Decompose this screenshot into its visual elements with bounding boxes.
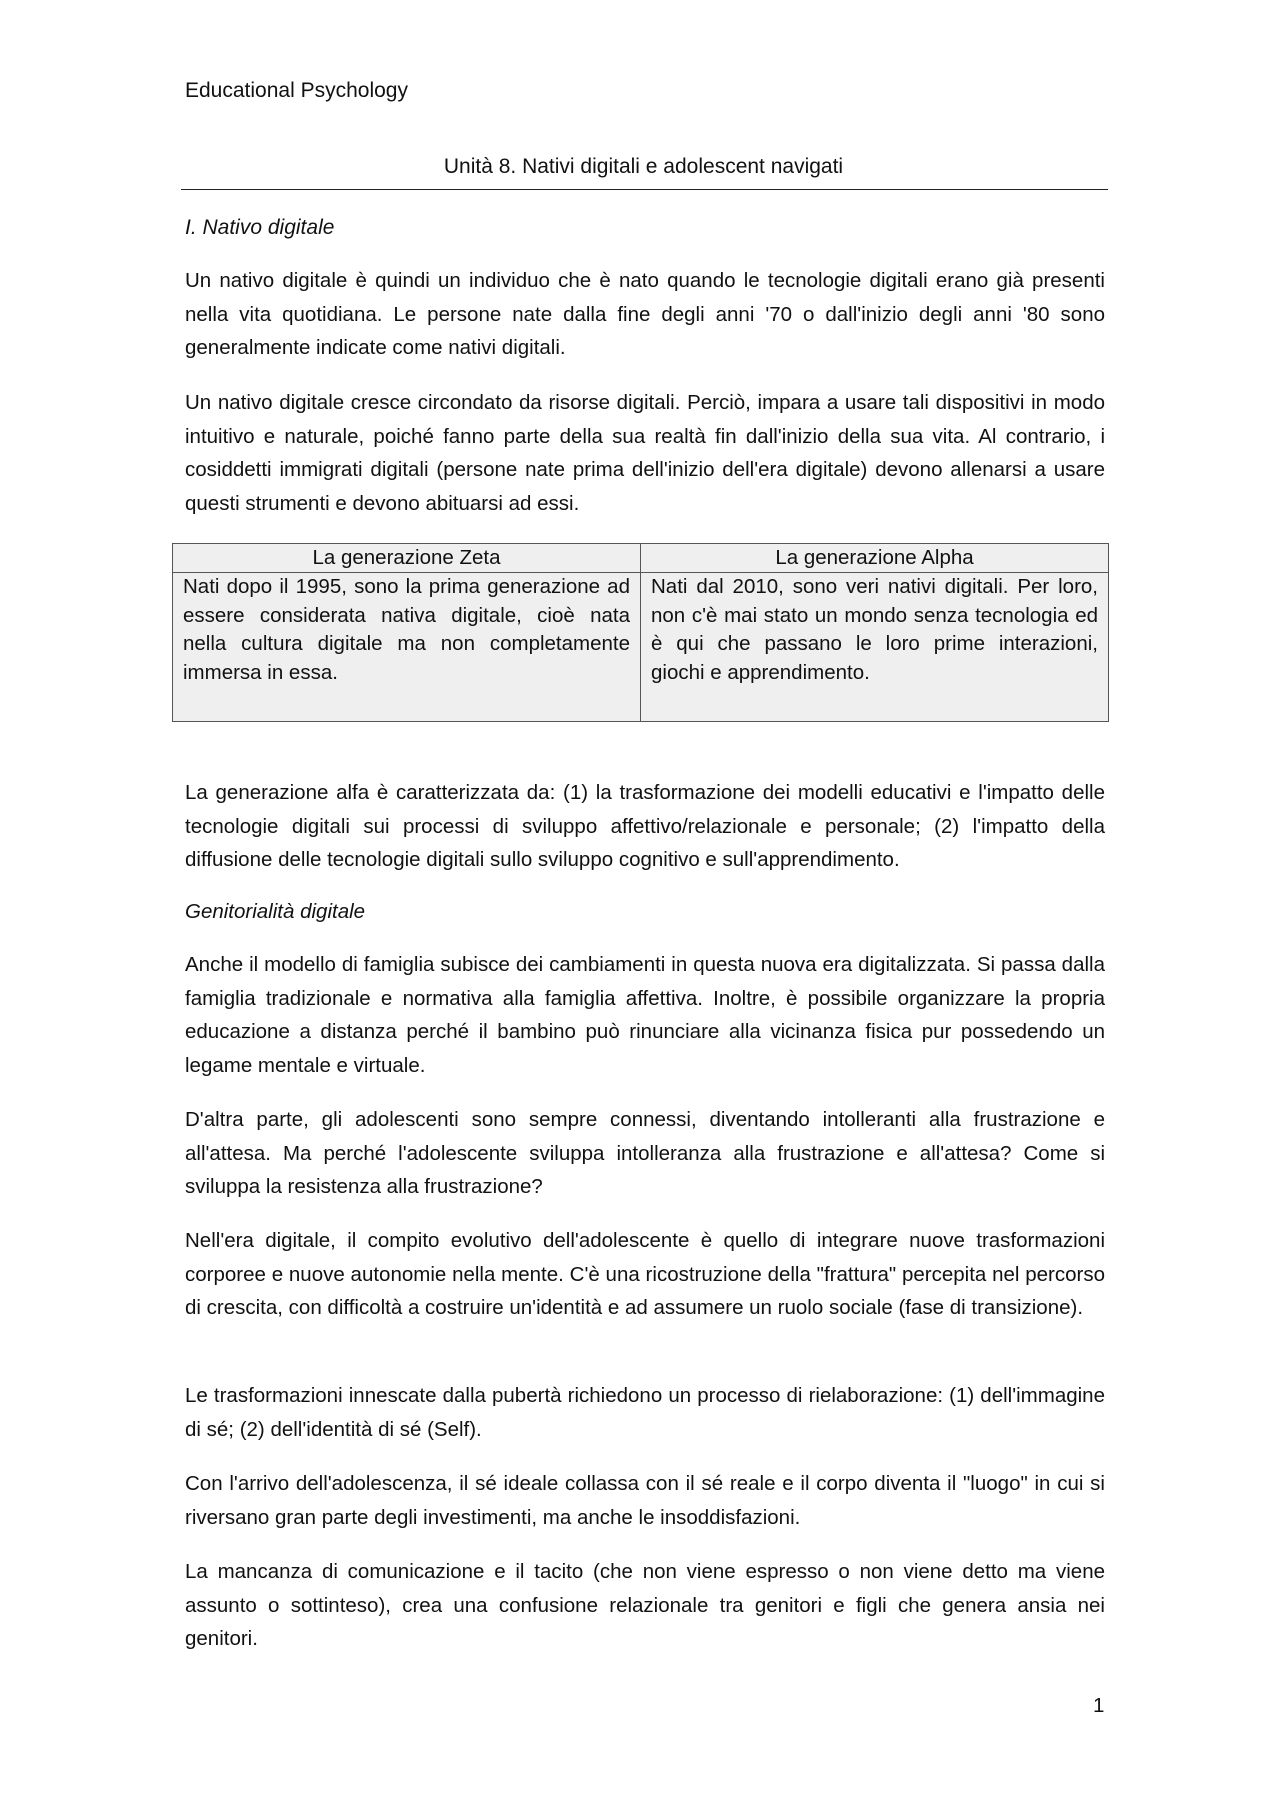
table-header-alpha: La generazione Alpha	[641, 544, 1109, 573]
paragraph: Con l'arrivo dell'adolescenza, il sé ideale collassa con il sé reale e il corpo diventa il "luogo" in cui si riversano gran parte degli investimenti, ma anche le insoddisfazioni.	[185, 1472, 1105, 1529]
running-header: Educational Psychology	[185, 79, 408, 102]
table-header-zeta: La generazione Zeta	[173, 544, 641, 573]
paragraph: Un nativo digitale cresce circondato da risorse digitali. Perciò, impara a usare tali dispositivi in modo intuitivo e naturale, poiché fanno parte della sua realtà fin dall'inizio della sua vita. Al contrario, i cosiddetti immigrati digitali (persone nate prima dell'inizio dell'era digitale) devono allenarsi a usare questi strumenti e devono abituarsi ad essi.	[185, 391, 1105, 515]
generations-table	[172, 543, 1109, 722]
table-cell-zeta: Nati dopo il 1995, sono la prima generazione ad essere considerata nativa digitale, cioè nata nella cultura digitale ma non completamente immersa in essa.	[173, 573, 641, 722]
section-heading-genitorialita-digitale: Genitorialità digitale	[185, 900, 366, 923]
paragraph: Un nativo digitale è quindi un individuo che è nato quando le tecnologie digitali erano già presenti nella vita quotidiana. Le persone nate dalla fine degli anni '70 o dall'inizio degli anni '80 sono generalmente indicate come nativi digitali.	[185, 269, 1105, 360]
paragraph: Anche il modello di famiglia subisce dei cambiamenti in questa nuova era digitalizzata. Si passa dalla famiglia tradizionale e normativa alla famiglia affettiva. Inoltre, è possibile organizzare la propria educazione a distanza perché il bambino può rinunciare alla vicinanza fisica pur possedendo un legame mentale e virtuale.	[185, 953, 1105, 1077]
section-heading-nativo-digitale: I. Nativo digitale	[185, 216, 335, 239]
paragraph: D'altra parte, gli adolescenti sono sempre connessi, diventando intolleranti alla frustrazione e all'attesa. Ma perché l'adolescente sviluppa intolleranza alla frustrazione e all'attesa? Come si sviluppa la resistenza alla frustrazione?	[185, 1108, 1105, 1199]
table-header-row	[173, 544, 1109, 573]
unit-title: Unità 8. Nativi digitali e adolescent navigati	[443, 155, 844, 178]
paragraph: Le trasformazioni innescate dalla pubertà richiedono un processo di rielaborazione: (1) dell'immagine di sé; (2) dell'identità di sé (Self).	[185, 1384, 1105, 1441]
table-cell-alpha: Nati dal 2010, sono veri nativi digitali. Per loro, non c'è mai stato un mondo senza tecnologia ed è qui che passano le loro prime interazioni, giochi e apprendimento.	[641, 573, 1109, 722]
page-number: 1	[1093, 1694, 1105, 1717]
paragraph: La mancanza di comunicazione e il tacito (che non viene espresso o non viene detto ma viene assunto o sottinteso), crea una confusione relazionale tra genitori e figli che genera ansia nei genitori.	[185, 1560, 1105, 1651]
title-divider	[181, 189, 1108, 190]
paragraph: La generazione alfa è caratterizzata da: (1) la trasformazione dei modelli educativi e l'impatto delle tecnologie digitali sui processi di sviluppo affettivo/relazionale e personale; (2) l'impatto della diffusione delle tecnologie digitali sullo sviluppo cognitivo e sull'apprendimento.	[185, 781, 1105, 872]
paragraph: Nell'era digitale, il compito evolutivo dell'adolescente è quello di integrare nuove trasformazioni corporee e nuove autonomie nella mente. C'è una ricostruzione della "frattura" percepita nel percorso di crescita, con difficoltà a costruire un'identità e ad assumere un ruolo sociale (fase di transizione).	[185, 1229, 1105, 1320]
table-row	[173, 573, 1109, 722]
